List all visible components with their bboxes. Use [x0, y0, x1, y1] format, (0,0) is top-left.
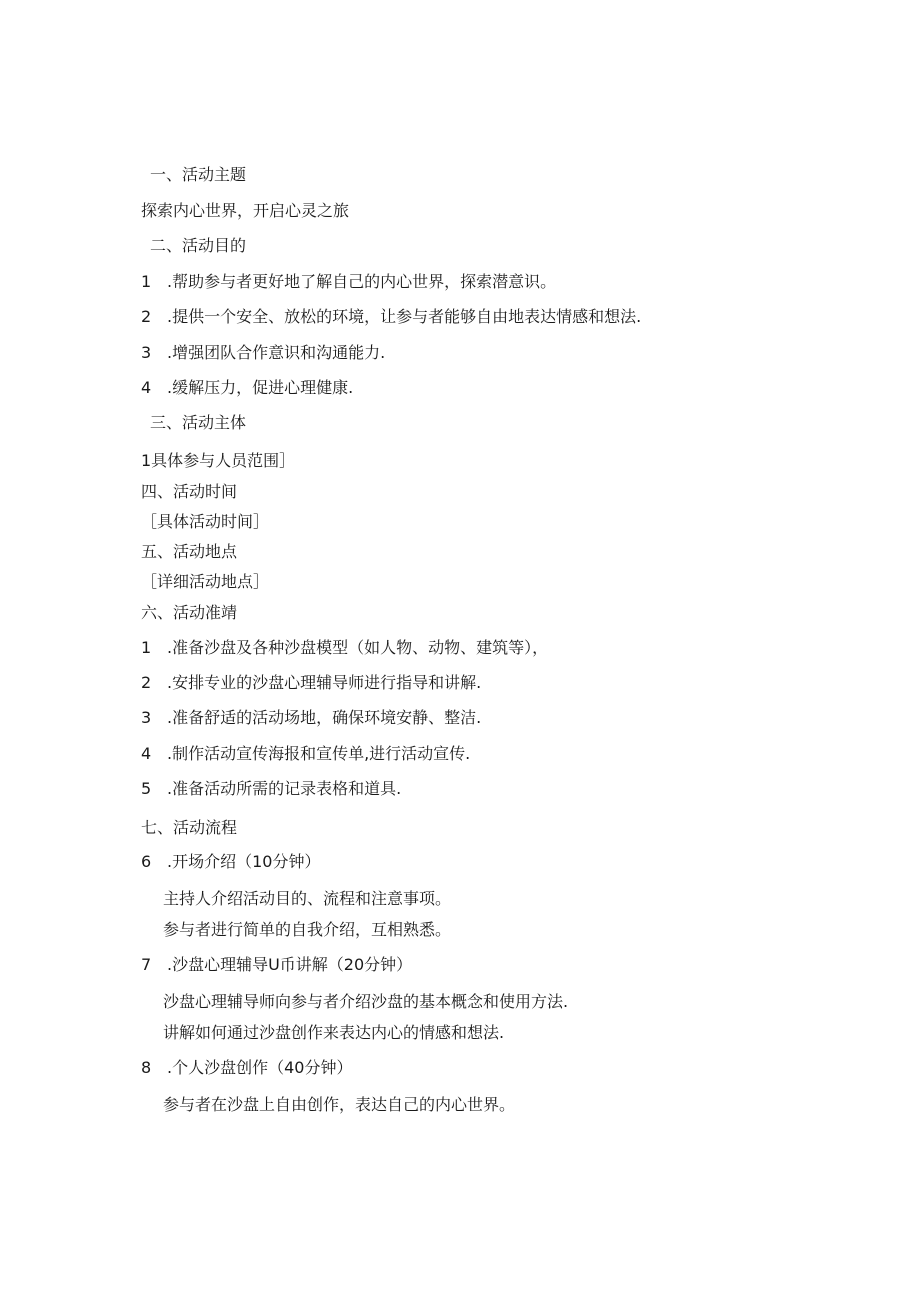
section-title-process: 七、活动流程 [141, 818, 238, 837]
list-item: 2 .安排专业的沙盘心理辅导师进行指导和讲解. [141, 673, 482, 692]
process-step: 6 .开场介绍（10分钟） [141, 852, 321, 871]
step-detail: 参与者进行简单的自我介绍，互相熟悉。 [163, 920, 452, 939]
section-title-location: 五、活动地点 [141, 542, 238, 561]
list-item: 4 .缓解压力，促进心理健康. [141, 378, 354, 397]
list-item: 3 .准备舒适的活动场地，确保环境安静、整洁. [141, 708, 482, 727]
theme-text: 探索内心世界，开启心灵之旅 [141, 201, 350, 220]
section-title-purpose: 二、活动目的 [150, 236, 247, 255]
time-text: ［具体活动时间］ [141, 512, 270, 531]
step-detail: 参与者在沙盘上自由创作，表达自己的内心世界。 [163, 1095, 516, 1114]
list-item: 1 .帮助参与者更好地了解自己的内心世界，探索潜意识。 [141, 272, 557, 291]
section-title-time: 四、活动时间 [141, 482, 238, 501]
list-item: 3 .增强团队合作意识和沟通能力. [141, 343, 386, 362]
section-title-subject: 三、活动主体 [150, 413, 247, 432]
list-item: 4 .制作活动宣传海报和宣传单,进行活动宣传. [141, 744, 471, 763]
list-item: 2 .提供一个安全、放松的环境，让参与者能够自由地表达情感和想法. [141, 307, 642, 326]
process-step: 8 .个人沙盘创作（40分钟） [141, 1058, 353, 1077]
list-item: 1 .准备沙盘及各种沙盘模型（如人物、动物、建筑等）， [141, 638, 549, 657]
section-title-preparation: 六、活动准靖 [141, 603, 238, 622]
process-step: 7 .沙盘心理辅导U币讲解（20分钟） [141, 955, 413, 974]
step-detail: 讲解如何通过沙盘创作来表达内心的情感和想法. [163, 1023, 505, 1042]
subject-text: 1具体参与人员范围］ [141, 451, 296, 470]
step-detail: 沙盘心理辅导师向参与者介绍沙盘的基本概念和使用方法. [163, 992, 569, 1011]
step-detail: 主持人介绍活动目的、流程和注意事项。 [163, 889, 452, 908]
location-text: ［详细活动地点］ [141, 572, 270, 591]
section-title-theme: 一、活动主题 [150, 165, 247, 184]
list-item: 5 .准备活动所需的记录表格和道具. [141, 779, 402, 798]
